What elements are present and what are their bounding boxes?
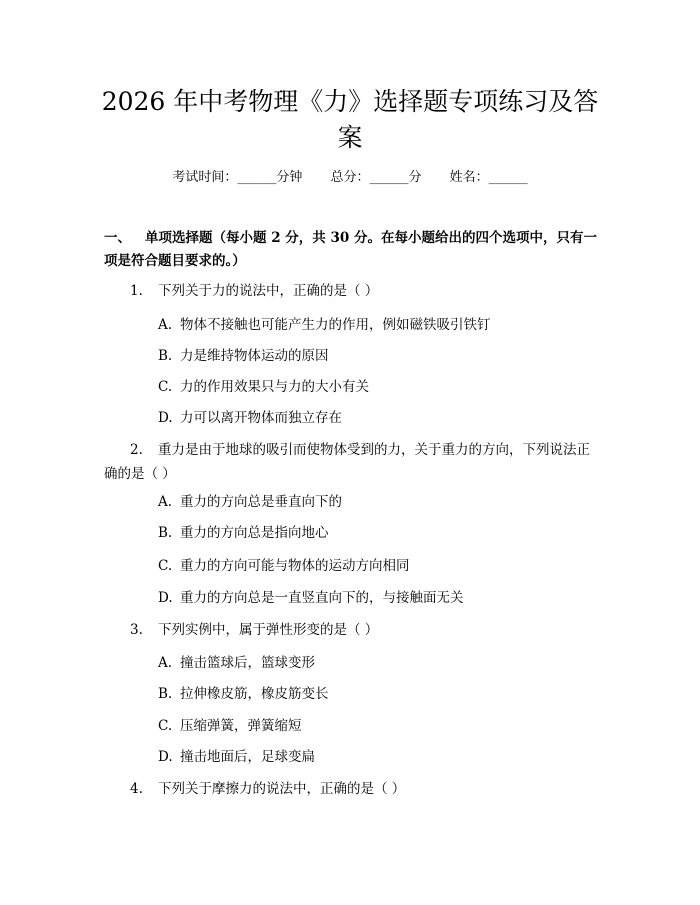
section-heading	[104, 227, 600, 273]
option-2a	[158, 492, 598, 512]
option-label: C.	[158, 558, 173, 574]
option-text: 压缩弹簧，弹簧缩短	[180, 718, 302, 734]
option-label: D.	[158, 410, 173, 426]
option-1d	[158, 408, 598, 428]
question-number: 2.	[130, 442, 143, 458]
section-instructions: 单项选择题（每小题 2 分，共 30 分。在每小题给出的四个选项中，只有一项是符合题目要求的。）	[104, 230, 597, 269]
option-text: 力的作用效果只与力的大小有关	[180, 379, 369, 395]
option-text: 力可以离开物体而独立存在	[180, 410, 342, 426]
question-4	[130, 777, 602, 801]
option-text: 重力的方向总是一直竖直向下的，与接触面无关	[180, 590, 464, 606]
option-text: 撞击篮球后，篮球变形	[180, 655, 315, 671]
option-3a	[158, 653, 598, 673]
option-2d	[158, 588, 598, 608]
option-label: C.	[158, 379, 173, 395]
exam-info	[0, 168, 700, 188]
document-title: 2026 年中考物理《力》选择题专项练习及答案	[101, 87, 599, 152]
section-number: 一、	[104, 230, 131, 246]
question-2	[104, 438, 602, 486]
option-label: B.	[158, 525, 173, 541]
option-1b	[158, 346, 598, 366]
option-2b	[158, 523, 598, 543]
option-label: D.	[158, 749, 173, 765]
option-label: B.	[158, 348, 173, 364]
option-text: 物体不接触也可能产生力的作用，例如磁铁吸引铁钉	[180, 317, 491, 333]
option-label: A.	[158, 317, 173, 333]
option-3b	[158, 684, 598, 704]
option-text: 撞击地面后，足球变扁	[180, 749, 315, 765]
question-text: 下列关于摩擦力的说法中，正确的是（ ）	[158, 781, 406, 797]
question-text: 下列实例中，属于弹性形变的是（ ）	[158, 622, 379, 638]
question-number: 3.	[130, 622, 143, 638]
total-score: 总分：______分	[330, 170, 422, 185]
question-3	[130, 618, 602, 642]
option-1c	[158, 377, 598, 397]
question-text: 下列关于力的说法中，正确的是（ ）	[158, 283, 379, 299]
option-text: 重力的方向可能与物体的运动方向相同	[180, 558, 410, 574]
option-label: C.	[158, 718, 173, 734]
exam-time: 考试时间：______分钟	[172, 170, 303, 185]
option-label: D.	[158, 590, 173, 606]
question-number: 1.	[130, 283, 143, 299]
question-number: 4.	[130, 781, 143, 797]
option-label: A.	[158, 494, 173, 510]
question-text-continued: 确的是（ ）	[104, 466, 176, 482]
option-text: 拉伸橡皮筋，橡皮筋变长	[180, 686, 329, 702]
question-1	[130, 279, 602, 303]
option-1a	[158, 315, 598, 335]
option-label: A.	[158, 655, 173, 671]
option-text: 重力的方向总是垂直向下的	[180, 494, 342, 510]
student-name: 姓名：______	[449, 170, 528, 185]
option-label: B.	[158, 686, 173, 702]
option-2c	[158, 556, 598, 576]
question-text: 重力是由于地球的吸引而使物体受到的力，关于重力的方向，下列说法正	[158, 442, 590, 458]
option-text: 重力的方向总是指向地心	[180, 525, 329, 541]
option-3c	[158, 716, 598, 736]
option-text: 力是维持物体运动的原因	[180, 348, 329, 364]
option-3d	[158, 747, 598, 767]
